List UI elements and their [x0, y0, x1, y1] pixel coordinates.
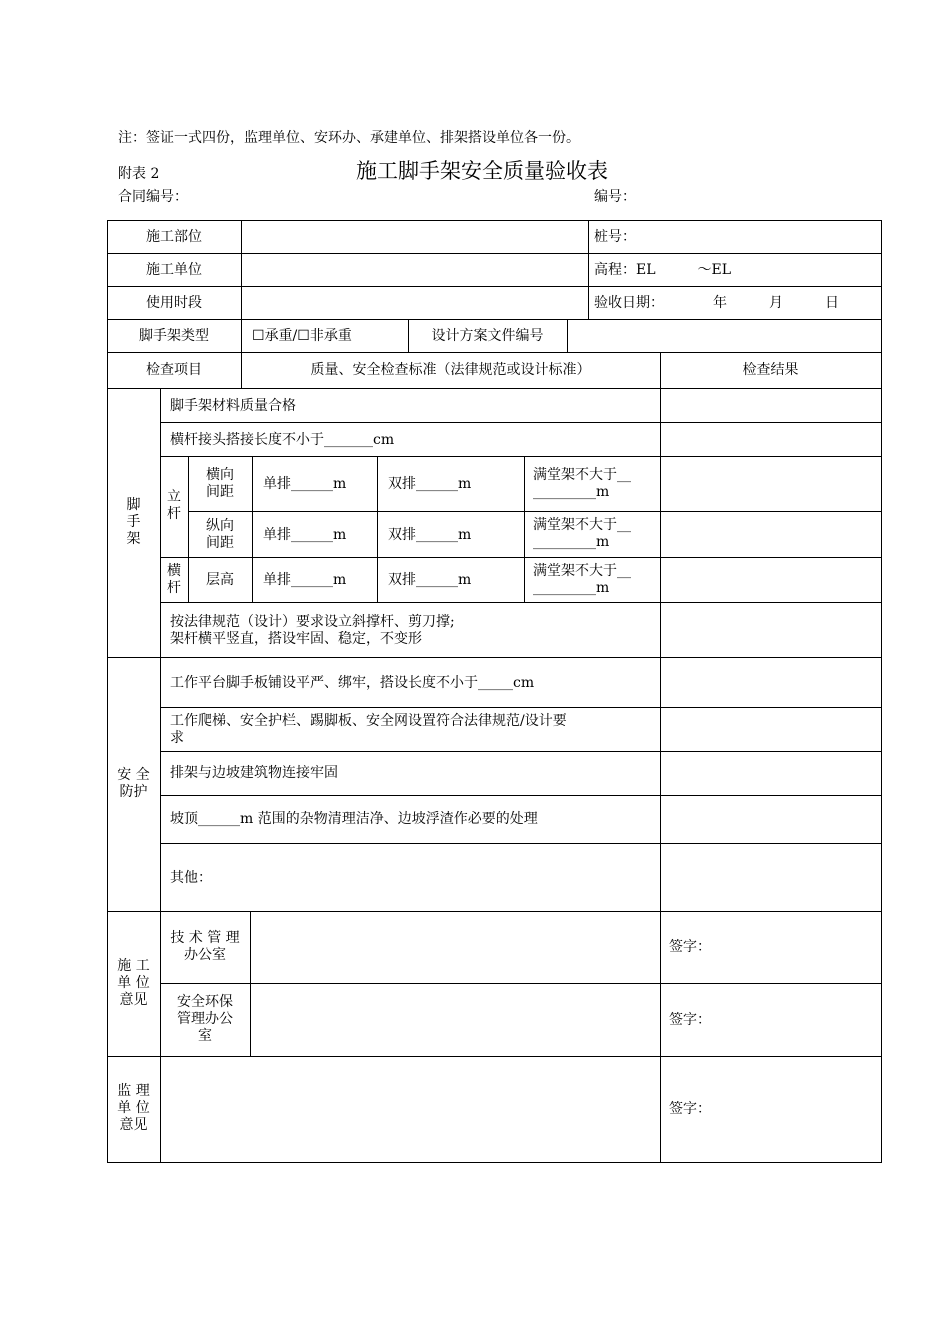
horizontal-rule: [160, 843, 882, 844]
contract-number-label: 合同编号：: [118, 189, 188, 205]
ladder-standard: 工作爬梯、安全护栏、踢脚板、安全网设置符合法律规范/设计要 求: [170, 713, 567, 746]
result-horizontal[interactable]: [662, 458, 879, 509]
page-title: 施工脚手架安全质量验收表: [356, 159, 608, 183]
connection-standard: 排架与边坡建筑物连接牢固: [170, 765, 338, 781]
horizontal-rule: [160, 422, 882, 423]
column-standard: 质量、安全检查标准（法律规范或设计标准）: [310, 362, 591, 378]
scaffold-group: 脚 手 架: [126, 497, 141, 547]
sign-label-1: 签字：: [669, 939, 711, 955]
result-platform[interactable]: [662, 659, 879, 705]
result-bracing[interactable]: [662, 604, 879, 655]
vertical-rule: [377, 456, 378, 603]
horizontal-rule: [107, 220, 882, 221]
construction-opinion-group: 施 工 单 位 意见: [117, 958, 150, 1008]
form-number-label: 编号：: [594, 189, 636, 205]
horizontal-rule: [107, 1056, 882, 1057]
single-row-2: 单排______m: [263, 527, 347, 543]
horizontal-rule: [107, 1162, 882, 1163]
site-input[interactable]: [243, 222, 586, 251]
site-label: 施工部位: [146, 229, 202, 245]
horizontal-rule: [188, 511, 882, 512]
vertical-rule: [524, 456, 525, 603]
result-slope[interactable]: [662, 797, 879, 841]
vertical-rule: [588, 220, 589, 320]
full-frame-1: 满堂架不大于__ _________m: [533, 467, 631, 500]
note: 注：签证一式四份，监理单位、安环办、承建单位、排架搭设单位各一份。: [118, 130, 580, 146]
horizontal-rule: [107, 319, 882, 320]
accept-date-label: 验收日期： 年 月 日: [594, 295, 839, 311]
result-ladder[interactable]: [662, 709, 879, 749]
elevation-label: 高程：EL ～EL: [594, 262, 732, 278]
result-connection[interactable]: [662, 753, 879, 793]
floor-height-label: 层高: [206, 572, 234, 588]
design-doc-input[interactable]: [569, 321, 879, 350]
full-frame-2: 满堂架不大于__ _________m: [533, 517, 631, 550]
horizontal-rule: [160, 557, 882, 558]
design-doc-label: 设计方案文件编号: [431, 328, 544, 344]
supervision-opinion[interactable]: [162, 1058, 658, 1160]
single-row-3: 单排______m: [263, 572, 347, 588]
period-label: 使用时段: [146, 295, 202, 311]
material-standard: 脚手架材料质量合格: [170, 398, 296, 414]
longitudinal-spacing-label: 纵向 间距: [206, 518, 234, 551]
result-crossbar[interactable]: [662, 559, 879, 600]
result-other[interactable]: [662, 845, 879, 909]
double-row-1: 双排______m: [388, 476, 472, 492]
platform-standard: 工作平台脚手板铺设平严、绑牢，搭设长度不小于_____cm: [170, 675, 535, 691]
upright-label: 立 杆: [167, 489, 181, 522]
unit-input[interactable]: [243, 255, 586, 284]
result-joint[interactable]: [662, 424, 879, 454]
sign-label-3: 签字：: [669, 1101, 711, 1117]
unit-label: 施工单位: [146, 262, 202, 278]
horizontal-rule: [160, 795, 882, 796]
horizontal-rule: [160, 983, 882, 984]
column-item: 检查项目: [146, 362, 202, 378]
full-frame-3: 满堂架不大于__ _________m: [533, 563, 631, 596]
vertical-rule: [660, 352, 661, 1163]
scaffold-type-label: 脚手架类型: [139, 328, 209, 344]
sign-label-2: 签字：: [669, 1012, 711, 1028]
horizontal-spacing-label: 横向 间距: [206, 467, 234, 500]
double-row-2: 双排______m: [388, 527, 472, 543]
horizontal-rule: [107, 657, 882, 658]
horizontal-rule: [107, 253, 882, 254]
slope-standard: 坡顶______m 范围的杂物清理洁净、边坡浮渣作必要的处理: [170, 811, 538, 827]
bracing-standard: 按法律规范（设计）要求设立斜撑杆、剪刀撑; 架杆横平竖直，搭设牢固、稳定，不变形: [170, 614, 455, 647]
supervision-opinion-group: 监 理 单 位 意见: [117, 1083, 150, 1133]
appendix-label: 附表 2: [118, 166, 160, 182]
result-material[interactable]: [662, 390, 879, 420]
horizontal-rule: [160, 707, 882, 708]
pile-label: 桩号：: [594, 229, 636, 245]
joint-standard: 横杆接头搭接长度不小于_______cm: [170, 432, 395, 448]
horizontal-rule: [107, 352, 882, 353]
double-row-3: 双排______m: [388, 572, 472, 588]
horizontal-rule: [107, 911, 882, 912]
horizontal-rule: [107, 388, 882, 389]
horizontal-rule: [107, 286, 882, 287]
safety-office-label: 安全环保 管理办公 室: [177, 994, 233, 1044]
result-longitudinal[interactable]: [662, 513, 879, 555]
horizontal-rule: [160, 456, 882, 457]
column-result: 检查结果: [742, 362, 799, 378]
safety-group: 安 全 防护: [117, 767, 150, 800]
single-row-1: 单排______m: [263, 476, 347, 492]
tech-office-opinion[interactable]: [252, 913, 658, 981]
period-input[interactable]: [243, 288, 586, 317]
other-standard: 其他：: [170, 870, 212, 886]
scaffold-type-value: ☐承重/☐非承重: [252, 328, 352, 344]
tech-office-label: 技 术 管 理 办公室: [170, 930, 240, 963]
horizontal-rule: [160, 751, 882, 752]
crossbar-label: 横 杆: [167, 563, 181, 596]
safety-office-opinion[interactable]: [252, 985, 658, 1054]
horizontal-rule: [160, 602, 882, 603]
